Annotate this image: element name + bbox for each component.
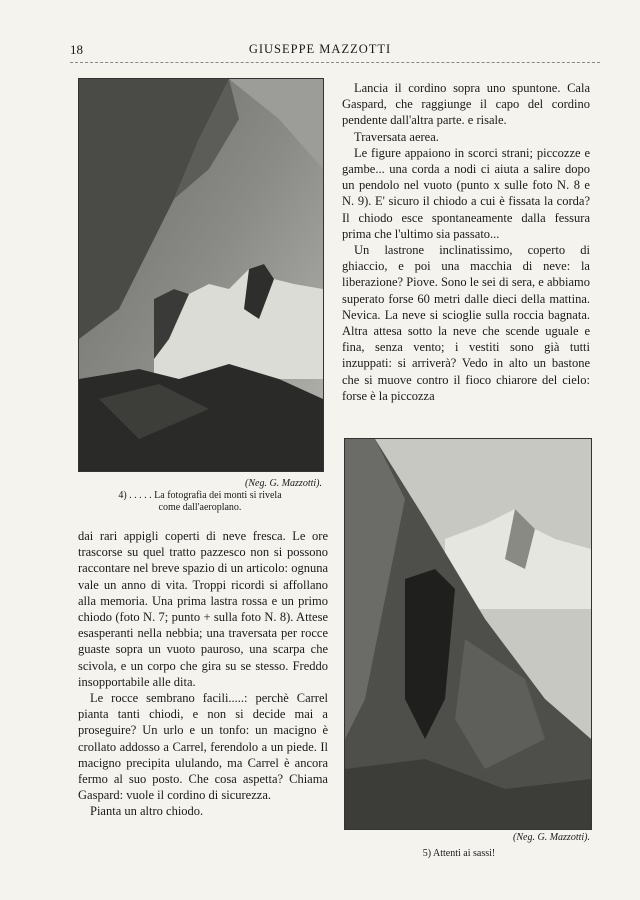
figure5-credit: (Neg. G. Mazzotti). [513, 832, 590, 843]
figure4-caption-line2: come dall'aeroplano. [158, 502, 242, 513]
page-number: 18 [70, 42, 83, 57]
figure5-caption: 5) Attenti ai sassi! [422, 848, 496, 859]
paragraph: Le rocce sembrano facili.....: perchè Carrel pianta tanti chiodi, e non si decide mai a proseguire? Un urlo e un tonfo: un macigno è crollato addosso a Carrel, ferendolo a un piede. Il macigno precipita ululando, ma Carrel è ancora fermo al suo posto. Che cosa aspetta? Chiama Gaspard: vuole il cordino di sicurezza. [78, 691, 328, 803]
paragraph: Traversata aerea. [354, 129, 439, 144]
running-header-title: GIUSEPPE MAZZOTTI [248, 42, 392, 56]
photo-mountain-ridge [78, 78, 324, 472]
photo-climber-rock-face [344, 438, 592, 830]
paragraph: Un lastrone inclinatissimo, coperto di ghiaccio, e poi una macchia di neve: la liberazione? Piove. Sono le sei di sera, e abbiamo superato forse 60 metri dalle dieci della mattina. Nevica. La neve si scioglie sulla roccia bagnata. Altra attesa sotto la neve che scende uguale e fina, senza vento; i vestiti sono già tutti inzuppati: si arriverà? Vedo in alto un bastone che si muove contro il fioco chiarore del cielo: forse è la piccozza [342, 243, 590, 403]
paragraph: Pianta un altro chiodo. [90, 804, 204, 819]
paragraph: Lancia il cordino sopra uno spuntone. Cala Gaspard, che raggiunge il capo del cordino pendente dall'altra parte. e risale. [342, 81, 590, 128]
header-rule [70, 62, 600, 63]
paragraph: Le figure appaiono in scorci strani; piccozze e gambe... una corda a nodi ci aiuta a salire dopo un pendolo nel vuoto (punto x sulle foto N. 8 e N. 9). E' sicuro il chiodo a cui è fissata la corda? Il chiodo esce spontaneamente dalla fessura prima che l'ultimo sia passato... [342, 145, 590, 241]
climber-rock-face-image [345, 439, 591, 829]
mountain-ridge-image [79, 79, 323, 471]
figure4-credit: (Neg. G. Mazzotti). [245, 478, 322, 489]
figure4-caption-line1: 4) . . . . . La fotografia dei monti si rivela [118, 490, 282, 501]
left-column-text [78, 528, 328, 820]
paragraph: dai rari appigli coperti di neve fresca. Le ore trascorse su quel tratto pazzesco non si possono raccontare nel breve spazio di un articolo: ognuna vale un anno di vita. Troppi ricordi si affollano alla memoria. Una prima lastra rossa e un primo chiodo (foto N. 7; punto + sulla foto N. 8). Attese esasperanti nella nebbia; una traversata per rocce guaste sopra un vuoto pauroso, una scarpa che scivola, e un corpo che gira su se stesso. Freddo insopportabile alle dita. [78, 529, 328, 689]
right-column-text [342, 80, 590, 404]
